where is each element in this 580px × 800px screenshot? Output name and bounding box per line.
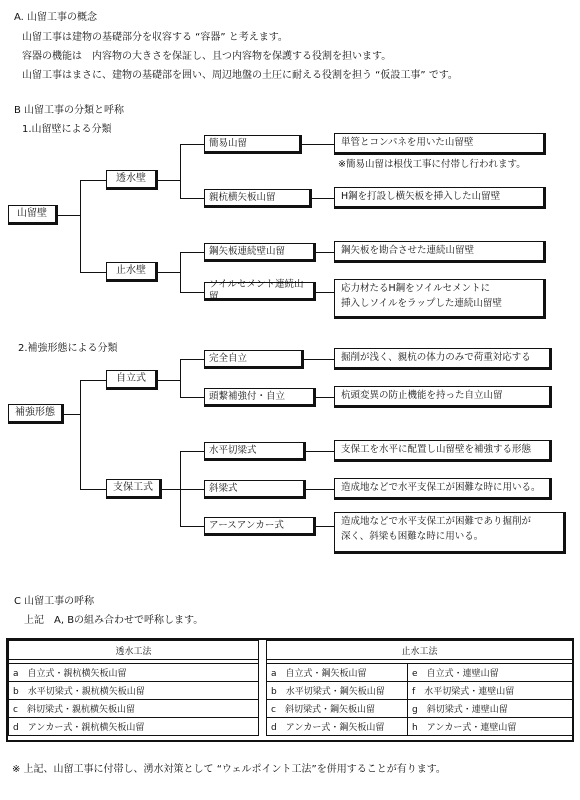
item-label: アースアンカー式 [209, 519, 284, 531]
cell-mid: c 斜切梁式・鋼矢板山留 [267, 700, 408, 718]
cell-mid: a 自立式・鋼矢板山留 [267, 664, 408, 682]
desc-simple-retaining [334, 133, 546, 155]
branch-label: 止水壁 [116, 265, 146, 276]
desc-text: 鋼矢板を勘合させた連続山留壁 [341, 245, 475, 256]
table-divider [259, 700, 267, 718]
branch-self-standing [106, 370, 158, 390]
table-header-row [9, 641, 573, 660]
desc-text: 挿入しソイルをラップした連続山留壁 [341, 297, 502, 309]
desc-text: 掘削が浅く、親杭の体力のみで荷重対応する [341, 352, 531, 363]
cell-left: d アンカー式・親杭横矢板山留 [9, 718, 259, 736]
root-label: 補強形態 [15, 407, 55, 418]
table-row [9, 682, 573, 700]
item-label: ソイルセメント連続山留 [209, 279, 304, 302]
table-row [9, 718, 573, 736]
table-divider [259, 641, 267, 660]
item-label: 水平切梁式 [209, 444, 257, 456]
desc-text: 造成地などで水平支保工が困難であり掘削が [341, 516, 532, 527]
branch-cutoff-wall [106, 262, 158, 282]
header-permeable: 透水工法 [9, 641, 259, 660]
desc-text: 深く、斜梁も困難な時に用いる。 [341, 530, 484, 542]
root-retaining-wall [8, 205, 58, 225]
section-c-heading: C 山留工事の呼称 [14, 596, 95, 607]
branch-label: 透水壁 [116, 173, 146, 184]
item-earth-anchor [204, 517, 316, 536]
branch-permeable-wall [106, 170, 158, 190]
item-raker [204, 480, 306, 499]
desc-text: 杭頭変異の防止機能を持った自立山留 [341, 390, 503, 401]
table-divider [259, 682, 267, 700]
cell-left: c 斜切梁式・親杭横矢板山留 [9, 700, 259, 718]
item-label: 親杭横矢板山留 [209, 191, 276, 203]
desc-text: 応力材たるH鋼をソイルセメントに [341, 283, 491, 294]
table-divider [259, 718, 267, 736]
desc-head-tie-reinforced [334, 386, 552, 408]
desc-text: 単管とコンパネを用いた山留壁 [341, 137, 474, 148]
desc-horizontal-strut [334, 440, 552, 462]
item-horizontal-strut [204, 442, 306, 461]
header-cutoff: 止水工法 [267, 641, 573, 660]
sub1-heading: 1.山留壁による分類 [22, 124, 112, 135]
table-row [9, 700, 573, 718]
section-a-heading: A. 山留工事の概念 [14, 12, 98, 23]
desc-text: 造成地などで水平支保工が困難な時に用いる。 [341, 482, 541, 493]
section-a-line-1: 山留工事は建物の基礎部分を収容する “容器” と考えます。 [22, 32, 288, 43]
item-head-tie-reinforced [204, 388, 316, 407]
item-simple-retaining [204, 135, 302, 154]
item-soil-cement-wall [204, 279, 316, 302]
item-fully-self-standing [204, 350, 304, 369]
branch-shoring [106, 479, 162, 499]
item-soldier-pile-lagging [204, 189, 312, 208]
desc-soil-cement-wall [334, 279, 546, 319]
cell-left: a 自立式・親杭横矢板山留 [9, 664, 259, 682]
desc-text: H鋼を打設し横矢板を挿入した山留壁 [341, 191, 501, 202]
section-a-line-3: 山留工事はまさに、建物の基礎部を囲い、周辺地盤の土圧に耐える役割を担う “仮設工事” です。 [22, 70, 458, 81]
cell-mid: d アンカー式・鋼矢板山留 [267, 718, 408, 736]
desc-text: 支保工を水平に配置し山留壁を補強する形態 [341, 444, 532, 455]
item-label: 斜梁式 [209, 482, 238, 494]
desc-fully-self-standing [334, 348, 552, 370]
desc-earth-anchor [334, 512, 566, 554]
cell-right: e 自立式・連壁山留 [408, 664, 573, 682]
note-simple-retaining: ※簡易山留は根伐工事に付帯し行われます。 [338, 159, 526, 170]
desc-soldier-pile-lagging [334, 187, 546, 209]
desc-steel-sheet-pile-wall [334, 241, 546, 263]
cell-right: g 斜切梁式・連壁山留 [408, 700, 573, 718]
cell-right: f 水平切梁式・連壁山留 [408, 682, 573, 700]
section-b-heading: B 山留工事の分類と呼称 [14, 105, 125, 116]
item-label: 鋼矢板連続壁山留 [209, 245, 286, 257]
cell-left: b 水平切梁式・親杭横矢板山留 [9, 682, 259, 700]
section-a-line-2: 容器の機能は 内容物の大きさを保証し、且つ内容物を保護する役割を担います。 [22, 51, 392, 62]
root-label: 山留壁 [17, 208, 47, 219]
sub2-heading: 2.補強形態による分類 [18, 343, 118, 354]
item-label: 頭繋補強付・自立 [209, 390, 286, 402]
footnote: ※ 上記、山留工事に付帯し、湧水対策として “ウェルポイント工法”を併用することが有ります。 [12, 764, 446, 775]
cell-right: h アンカー式・連壁山留 [408, 718, 573, 736]
item-label: 完全自立 [209, 352, 248, 364]
desc-raker [334, 478, 552, 500]
methods-table [8, 640, 573, 736]
item-steel-sheet-pile-wall [204, 243, 316, 262]
item-label: 簡易山留 [209, 137, 248, 149]
section-c-intro: 上記 A, Bの組み合わせで呼称します。 [24, 615, 204, 626]
cell-mid: b 水平切梁式・鋼矢板山留 [267, 682, 408, 700]
table-divider [259, 664, 267, 682]
branch-label: 支保工式 [113, 482, 153, 493]
branch-label: 自立式 [116, 373, 146, 384]
table-row [9, 664, 573, 682]
root-reinforcement [8, 404, 64, 424]
